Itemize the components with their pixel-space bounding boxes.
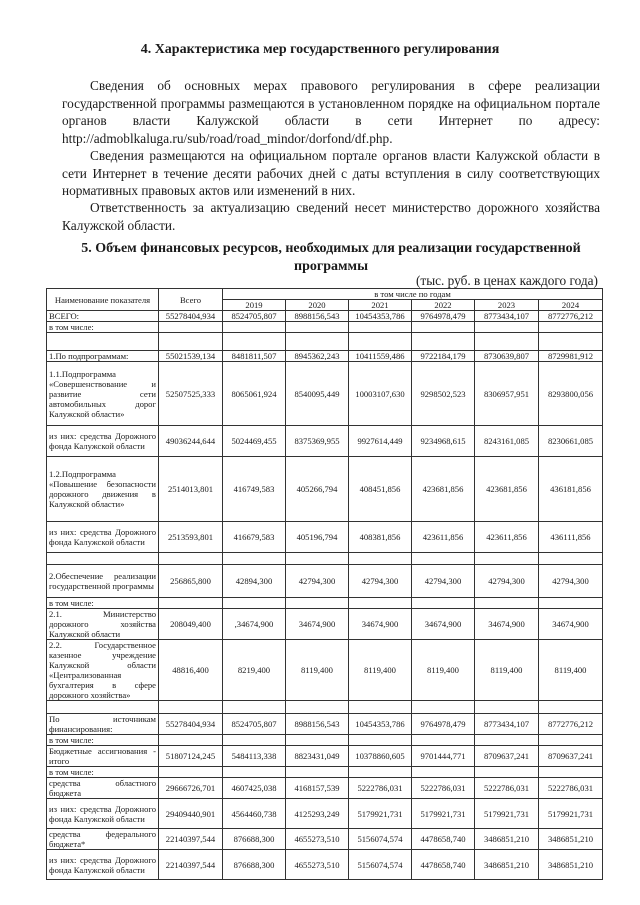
cell-year-value: 8540095,449 bbox=[286, 362, 349, 426]
header-year: 2024 bbox=[539, 300, 603, 311]
cell-year-value: 423681,856 bbox=[412, 457, 475, 522]
cell-year-value: 34674,900 bbox=[475, 609, 539, 640]
cell-year-value bbox=[286, 735, 349, 746]
cell-year-value bbox=[349, 735, 412, 746]
table-row bbox=[47, 553, 603, 565]
cell-year-value: 8773434,107 bbox=[475, 311, 539, 322]
cell-year-value bbox=[475, 322, 539, 333]
table-row bbox=[47, 609, 603, 640]
row-label: 2.Обеспечение реализации государственной программы bbox=[47, 565, 159, 598]
cell-year-value: 10454353,786 bbox=[349, 311, 412, 322]
row-label: 2.2. Государственное казенное учреждение Калужской области «Централизованная бухгалтерия в сфере дорожного хозяйства» bbox=[47, 640, 159, 701]
cell-year-value: 4168157,539 bbox=[286, 778, 349, 799]
cell-year-value: 5179921,731 bbox=[412, 799, 475, 829]
table-row bbox=[47, 351, 603, 362]
table-row bbox=[47, 333, 603, 351]
cell-total: 29409440,901 bbox=[159, 799, 223, 829]
section-4-paragraph-3: Ответственность за актуализацию сведений несет министерство дорожного хозяйства Калужской области. bbox=[62, 200, 600, 233]
cell-year-value: 8119,400 bbox=[349, 640, 412, 701]
header-year: 2022 bbox=[412, 300, 475, 311]
cell-total: 49036244,644 bbox=[159, 426, 223, 457]
table-row bbox=[47, 850, 603, 880]
table-row bbox=[47, 362, 603, 426]
cell-year-value bbox=[223, 322, 286, 333]
header-total: Всего bbox=[159, 289, 223, 311]
section-4-title: 4. Характеристика мер государственного регулирования bbox=[140, 42, 500, 57]
cell-year-value: 42794,300 bbox=[412, 565, 475, 598]
cell-year-value: 3486851,210 bbox=[475, 850, 539, 880]
table-row bbox=[47, 735, 603, 746]
cell-year-value: 42894,300 bbox=[223, 565, 286, 598]
cell-year-value: 408381,856 bbox=[349, 522, 412, 553]
cell-year-value: 3486851,210 bbox=[475, 829, 539, 850]
table-row bbox=[47, 565, 603, 598]
cell-year-value: 8773434,107 bbox=[475, 714, 539, 735]
cell-total bbox=[159, 322, 223, 333]
cell-year-value: 8524705,807 bbox=[223, 311, 286, 322]
cell-year-value: 8375369,955 bbox=[286, 426, 349, 457]
cell-year-value: 10003107,630 bbox=[349, 362, 412, 426]
cell-total bbox=[159, 553, 223, 565]
cell-year-value: 8230661,085 bbox=[539, 426, 603, 457]
row-label: из них: средства Дорожного фонда Калужской области bbox=[47, 850, 159, 880]
cell-year-value: 10411559,486 bbox=[349, 351, 412, 362]
cell-year-value: 8524705,807 bbox=[223, 714, 286, 735]
cell-year-value bbox=[349, 333, 412, 351]
cell-year-value: 8065061,924 bbox=[223, 362, 286, 426]
cell-year-value: 405196,794 bbox=[286, 522, 349, 553]
cell-year-value: 5156074,574 bbox=[349, 850, 412, 880]
cell-total: 22140397,544 bbox=[159, 850, 223, 880]
cell-year-value: ,34674,900 bbox=[223, 609, 286, 640]
cell-year-value bbox=[539, 333, 603, 351]
cell-year-value bbox=[475, 701, 539, 714]
cell-year-value bbox=[539, 322, 603, 333]
cell-year-value bbox=[475, 598, 539, 609]
cell-year-value: 5179921,731 bbox=[539, 799, 603, 829]
cell-year-value: 408451,856 bbox=[349, 457, 412, 522]
financing-table bbox=[46, 288, 603, 880]
cell-year-value bbox=[223, 735, 286, 746]
cell-year-value: 8945362,243 bbox=[286, 351, 349, 362]
cell-year-value: 5156074,574 bbox=[349, 829, 412, 850]
cell-year-value: 8730639,807 bbox=[475, 351, 539, 362]
cell-year-value: 8988156,543 bbox=[286, 714, 349, 735]
cell-year-value bbox=[286, 322, 349, 333]
cell-year-value bbox=[539, 735, 603, 746]
cell-total: 22140397,544 bbox=[159, 829, 223, 850]
cell-year-value bbox=[412, 701, 475, 714]
cell-year-value: 42794,300 bbox=[286, 565, 349, 598]
cell-year-value: 9298502,523 bbox=[412, 362, 475, 426]
cell-year-value: 416749,583 bbox=[223, 457, 286, 522]
row-label: 1.По подпрограммам: bbox=[47, 351, 159, 362]
row-label: в том числе: bbox=[47, 735, 159, 746]
cell-year-value bbox=[412, 767, 475, 778]
row-label: в том числе: bbox=[47, 767, 159, 778]
cell-year-value: 8119,400 bbox=[286, 640, 349, 701]
cell-year-value: 8306957,951 bbox=[475, 362, 539, 426]
cell-year-value bbox=[223, 333, 286, 351]
table-row bbox=[47, 746, 603, 767]
cell-year-value: 423681,856 bbox=[475, 457, 539, 522]
cell-year-value: 5024469,455 bbox=[223, 426, 286, 457]
table-row bbox=[47, 640, 603, 701]
row-label: из них: средства Дорожного фонда Калужской области bbox=[47, 522, 159, 553]
cell-year-value: 42794,300 bbox=[349, 565, 412, 598]
cell-year-value: 34674,900 bbox=[539, 609, 603, 640]
cell-total: 52507525,333 bbox=[159, 362, 223, 426]
table-row bbox=[47, 778, 603, 799]
row-label: из них: средства Дорожного фонда Калужской области bbox=[47, 426, 159, 457]
cell-year-value: 8823431,049 bbox=[286, 746, 349, 767]
cell-year-value: 8243161,085 bbox=[475, 426, 539, 457]
row-label: в том числе: bbox=[47, 598, 159, 609]
cell-year-value: 8219,400 bbox=[223, 640, 286, 701]
cell-year-value: 8119,400 bbox=[539, 640, 603, 701]
cell-total bbox=[159, 701, 223, 714]
cell-year-value bbox=[349, 598, 412, 609]
cell-total: 29666726,701 bbox=[159, 778, 223, 799]
cell-year-value bbox=[286, 598, 349, 609]
cell-year-value bbox=[223, 553, 286, 565]
row-label: в том числе: bbox=[47, 322, 159, 333]
cell-year-value bbox=[286, 701, 349, 714]
cell-year-value: 10378860,605 bbox=[349, 746, 412, 767]
cell-year-value: 4125293,249 bbox=[286, 799, 349, 829]
cell-year-value bbox=[412, 598, 475, 609]
cell-year-value bbox=[539, 767, 603, 778]
cell-year-value: 9701444,771 bbox=[412, 746, 475, 767]
cell-year-value: 416679,583 bbox=[223, 522, 286, 553]
cell-total bbox=[159, 735, 223, 746]
cell-year-value: 8119,400 bbox=[475, 640, 539, 701]
cell-year-value: 9764978,479 bbox=[412, 311, 475, 322]
cell-year-value bbox=[286, 333, 349, 351]
row-label: 2.1. Министерство дорожного хозяйства Калужской области bbox=[47, 609, 159, 640]
cell-total: 55278404,934 bbox=[159, 714, 223, 735]
row-label: По источникам финансирования: bbox=[47, 714, 159, 735]
cell-year-value bbox=[475, 767, 539, 778]
cell-year-value: 4478658,740 bbox=[412, 829, 475, 850]
cell-year-value: 423611,856 bbox=[412, 522, 475, 553]
cell-total bbox=[159, 598, 223, 609]
cell-year-value: 423611,856 bbox=[475, 522, 539, 553]
cell-year-value bbox=[412, 333, 475, 351]
units-note: (тыс. руб. в ценах каждого года) bbox=[415, 273, 598, 288]
cell-year-value bbox=[475, 333, 539, 351]
cell-year-value: 5222786,031 bbox=[349, 778, 412, 799]
table-row bbox=[47, 598, 603, 609]
cell-year-value bbox=[349, 553, 412, 565]
cell-year-value: 5222786,031 bbox=[539, 778, 603, 799]
cell-year-value bbox=[412, 322, 475, 333]
cell-total: 55278404,934 bbox=[159, 311, 223, 322]
cell-year-value: 436111,856 bbox=[539, 522, 603, 553]
cell-year-value: 8988156,543 bbox=[286, 311, 349, 322]
cell-year-value: 4478658,740 bbox=[412, 850, 475, 880]
row-label bbox=[47, 553, 159, 565]
table-row bbox=[47, 426, 603, 457]
cell-year-value bbox=[223, 767, 286, 778]
row-label: 1.2.Подпрограмма «Повышение безопасности дорожного движения в Калужской области» bbox=[47, 457, 159, 522]
cell-year-value: 4655273,510 bbox=[286, 850, 349, 880]
cell-year-value bbox=[539, 701, 603, 714]
table-row bbox=[47, 767, 603, 778]
cell-year-value: 9722184,179 bbox=[412, 351, 475, 362]
row-label bbox=[47, 701, 159, 714]
header-years-group: в том числе по годам bbox=[223, 289, 603, 300]
cell-year-value bbox=[286, 767, 349, 778]
cell-year-value bbox=[349, 322, 412, 333]
table-row bbox=[47, 457, 603, 522]
cell-year-value: 436181,856 bbox=[539, 457, 603, 522]
header-year: 2023 bbox=[475, 300, 539, 311]
table-row bbox=[47, 829, 603, 850]
cell-year-value: 4607425,038 bbox=[223, 778, 286, 799]
header-year: 2021 bbox=[349, 300, 412, 311]
table-row bbox=[47, 701, 603, 714]
cell-year-value: 8481811,507 bbox=[223, 351, 286, 362]
cell-year-value: 34674,900 bbox=[412, 609, 475, 640]
cell-year-value bbox=[539, 598, 603, 609]
section-5-title: 5. Объем финансовых ресурсов, необходимых для реализации государственной программы bbox=[81, 241, 581, 274]
cell-total: 51807124,245 bbox=[159, 746, 223, 767]
cell-year-value: 42794,300 bbox=[475, 565, 539, 598]
table-row bbox=[47, 322, 603, 333]
header-year: 2020 bbox=[286, 300, 349, 311]
cell-year-value: 5222786,031 bbox=[412, 778, 475, 799]
cell-year-value bbox=[286, 553, 349, 565]
cell-year-value: 8119,400 bbox=[412, 640, 475, 701]
row-label: Бюджетные ассигнования - итого bbox=[47, 746, 159, 767]
cell-year-value: 8729981,912 bbox=[539, 351, 603, 362]
header-year: 2019 bbox=[223, 300, 286, 311]
cell-total: 2514013,801 bbox=[159, 457, 223, 522]
row-label: средства федерального бюджета* bbox=[47, 829, 159, 850]
cell-year-value: 4564460,738 bbox=[223, 799, 286, 829]
cell-year-value bbox=[475, 553, 539, 565]
cell-year-value: 34674,900 bbox=[349, 609, 412, 640]
cell-total: 48816,400 bbox=[159, 640, 223, 701]
cell-year-value: 10454353,786 bbox=[349, 714, 412, 735]
cell-total: 55021539,134 bbox=[159, 351, 223, 362]
cell-total: 208049,400 bbox=[159, 609, 223, 640]
cell-year-value: 8293800,056 bbox=[539, 362, 603, 426]
cell-year-value bbox=[475, 735, 539, 746]
cell-year-value: 5179921,731 bbox=[349, 799, 412, 829]
cell-year-value: 42794,300 bbox=[539, 565, 603, 598]
table-row bbox=[47, 714, 603, 735]
row-label: из них: средства Дорожного фонда Калужской области bbox=[47, 799, 159, 829]
cell-year-value bbox=[223, 701, 286, 714]
table-row bbox=[47, 522, 603, 553]
row-label bbox=[47, 333, 159, 351]
section-4-paragraph-2: Сведения размещаются на официальном портале органов власти Калужской области в сети Интернет в течение десяти рабочих дней с даты вступления в силу соответствующих нормативных правовых актов или изменений в них. bbox=[62, 148, 600, 198]
cell-total bbox=[159, 767, 223, 778]
cell-year-value: 9764978,479 bbox=[412, 714, 475, 735]
row-label: 1.1.Подпрограмма «Совершенствование и развитие сети автомобильных дорог Калужской области» bbox=[47, 362, 159, 426]
cell-year-value bbox=[412, 735, 475, 746]
cell-year-value bbox=[349, 767, 412, 778]
cell-year-value: 9234968,615 bbox=[412, 426, 475, 457]
cell-year-value: 405266,794 bbox=[286, 457, 349, 522]
cell-year-value: 34674,900 bbox=[286, 609, 349, 640]
header-indicator: Наименование показателя bbox=[47, 289, 159, 311]
cell-year-value: 5484113,338 bbox=[223, 746, 286, 767]
cell-year-value bbox=[412, 553, 475, 565]
cell-year-value: 876688,300 bbox=[223, 850, 286, 880]
cell-year-value: 4655273,510 bbox=[286, 829, 349, 850]
cell-year-value: 3486851,210 bbox=[539, 829, 603, 850]
cell-year-value: 5222786,031 bbox=[475, 778, 539, 799]
table-row bbox=[47, 799, 603, 829]
cell-total: 256865,800 bbox=[159, 565, 223, 598]
table-row bbox=[47, 311, 603, 322]
cell-year-value: 9927614,449 bbox=[349, 426, 412, 457]
cell-year-value: 8772776,212 bbox=[539, 714, 603, 735]
cell-year-value: 876688,300 bbox=[223, 829, 286, 850]
section-4-paragraph-1: Сведения об основных мерах правового регулирования в сфере реализации государственной программы размещаются в установленном порядке на официальном портале органов власти Калужской области в сети Интернет по адресу: http://admoblkaluga.ru/sub/road/road_mindor/dorfond/df.php. bbox=[62, 78, 600, 146]
cell-year-value: 8709637,241 bbox=[475, 746, 539, 767]
cell-year-value: 5179921,731 bbox=[475, 799, 539, 829]
cell-year-value: 8709637,241 bbox=[539, 746, 603, 767]
cell-year-value: 3486851,210 bbox=[539, 850, 603, 880]
cell-year-value bbox=[349, 701, 412, 714]
cell-total bbox=[159, 333, 223, 351]
row-label: средства областного бюджета bbox=[47, 778, 159, 799]
cell-total: 2513593,801 bbox=[159, 522, 223, 553]
row-label: ВСЕГО: bbox=[47, 311, 159, 322]
cell-year-value bbox=[223, 598, 286, 609]
cell-year-value: 8772776,212 bbox=[539, 311, 603, 322]
cell-year-value bbox=[539, 553, 603, 565]
